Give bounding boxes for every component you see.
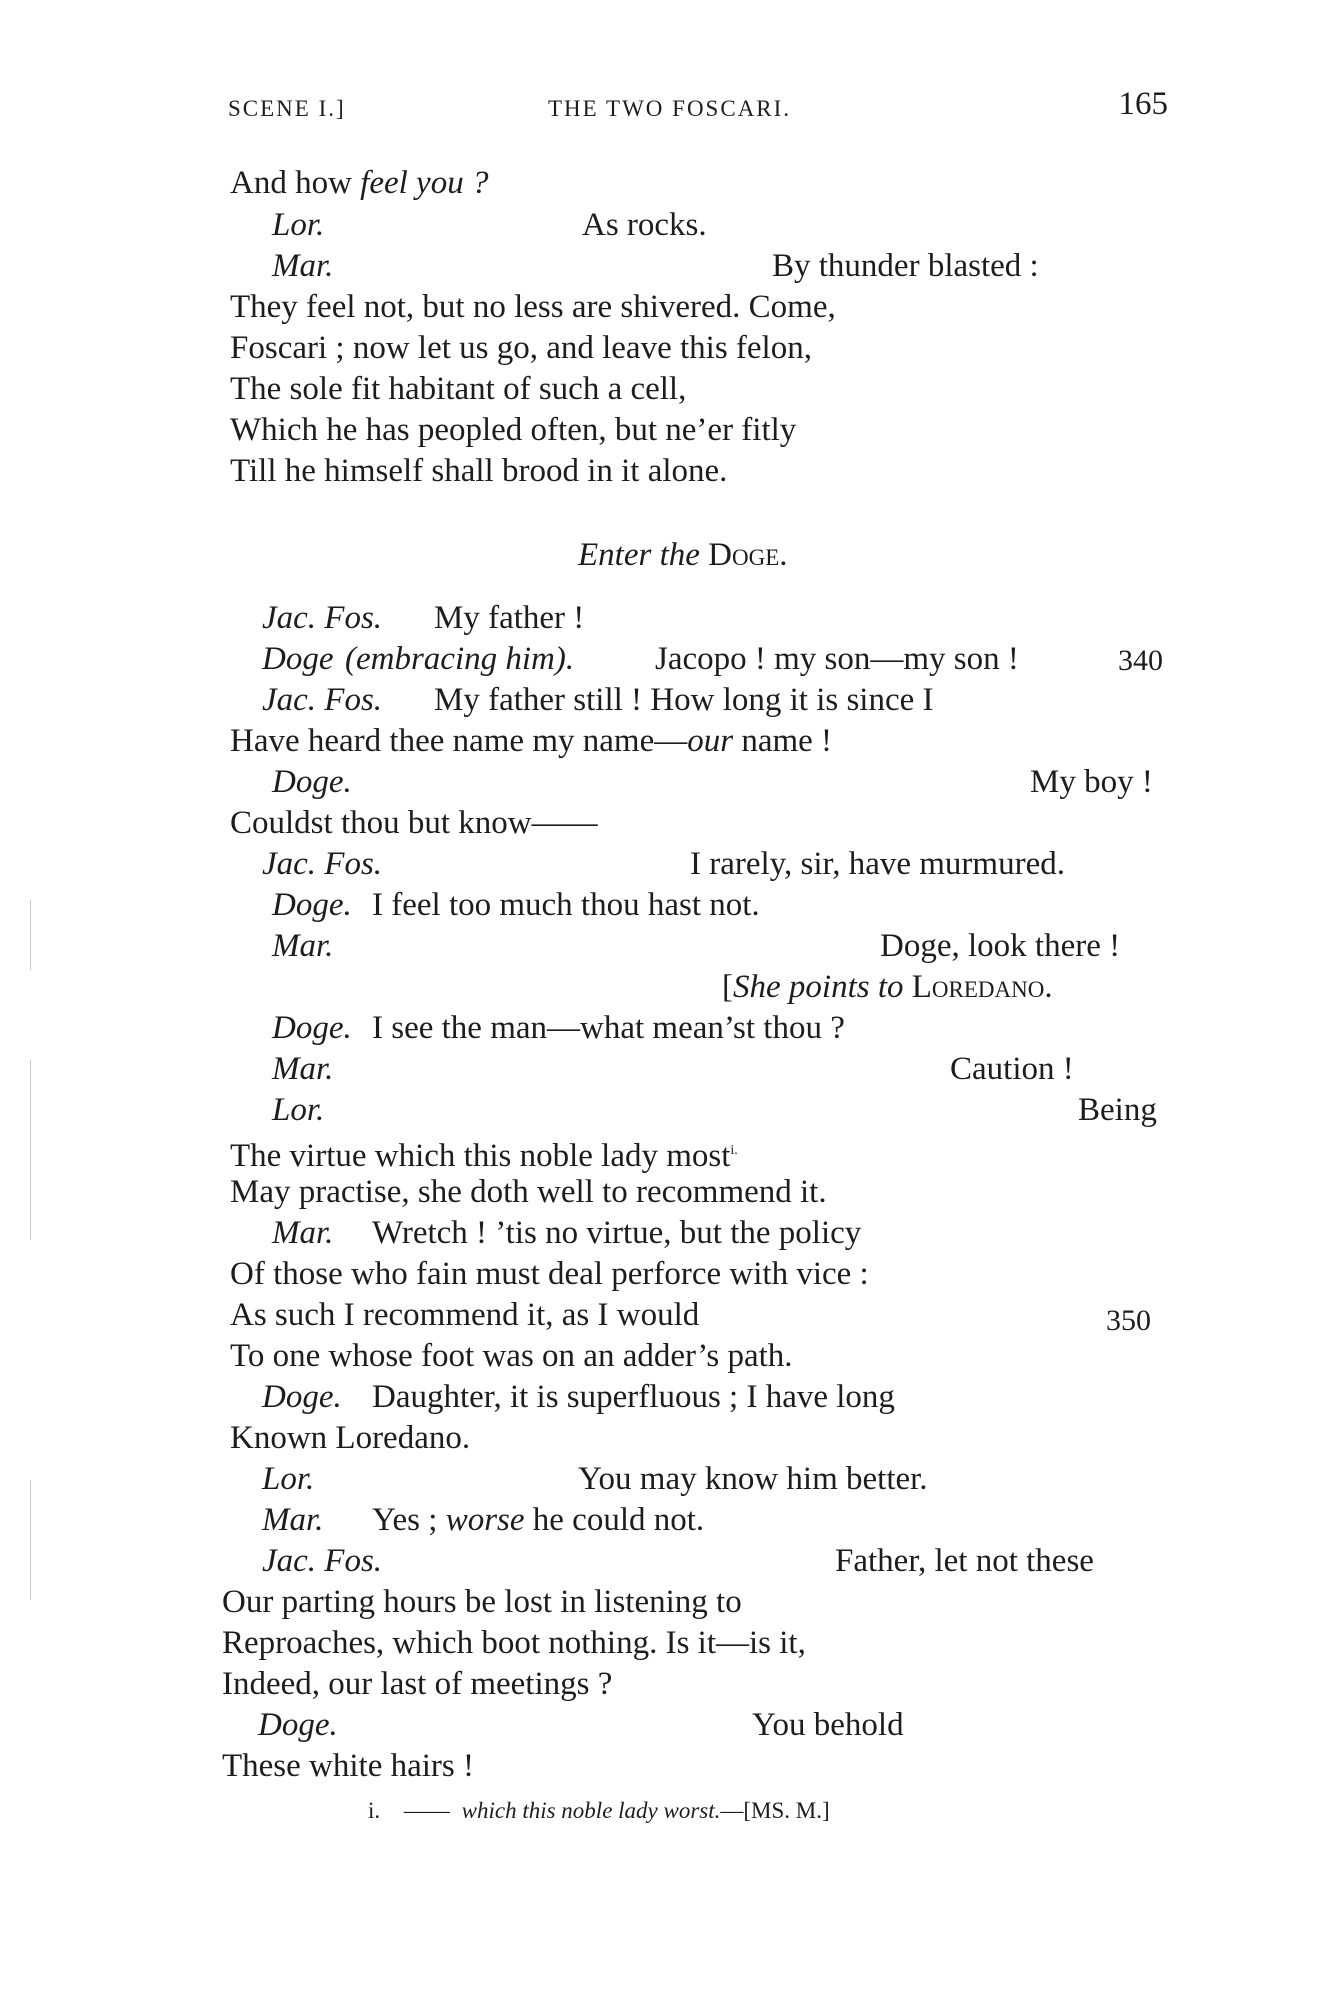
scan-artifact: [30, 1060, 31, 1240]
footnote-text: which this noble lady worst.: [461, 1798, 721, 1823]
speaker: Doge: [262, 641, 334, 677]
play-title: THE TWO FOSCARI.: [548, 96, 792, 121]
verse-line: Doge. I see the man—what mean’st thou ?: [272, 1010, 845, 1046]
speaker: Mar.: [272, 248, 334, 284]
speaker: Jac. Fos.: [262, 1543, 383, 1579]
verse-line: Mar. Doge, look there !: [272, 928, 1121, 964]
verse-line: Of those who fain must deal perforce with vice :: [230, 1256, 869, 1292]
verse-line: The sole fit habitant of such a cell,: [230, 371, 687, 407]
speaker: Doge.: [272, 764, 352, 800]
speaker: Lor.: [272, 207, 325, 243]
verse-line: Lor. As rocks.: [272, 207, 707, 243]
verse-line: Lor. You may know him better.: [262, 1461, 928, 1497]
speaker: Lor.: [262, 1461, 315, 1497]
verse-line: Jac. Fos. My father still ! How long it is since I: [262, 682, 934, 718]
verse-line: And how feel you ?: [230, 165, 489, 201]
speaker: Doge.: [272, 887, 352, 923]
verse-line: May practise, she doth well to recommend it.: [230, 1174, 827, 1210]
verse-line: Have heard thee name my name—our name !: [230, 723, 833, 759]
verse-line: Jac. Fos. My father !: [262, 600, 585, 636]
footnote-marker: i.: [730, 1143, 738, 1158]
verse-line: Doge (embracing him). Jacopo ! my son—my son ! 340: [0, 639, 1335, 679]
stage-direction: Enter the Doge.: [578, 537, 788, 573]
speaker: Doge.: [262, 1379, 342, 1415]
verse-line: Jac. Fos. Father, let not these: [262, 1543, 1094, 1579]
verse-line: Which he has peopled often, but ne’er fitly: [230, 412, 797, 448]
verse-line: The virtue which this noble lady most$^{i.}$: [230, 1138, 738, 1174]
verse-line: Doge. Daughter, it is superfluous ; I have long: [262, 1379, 895, 1415]
speaker: Doge.: [272, 1010, 352, 1046]
verse-line: Mar. Yes ; worse he could not.: [262, 1502, 705, 1538]
scan-artifact: [30, 1480, 31, 1600]
verse-line: Known Loredano.: [230, 1420, 471, 1456]
footnote: [368, 1798, 830, 1824]
verse-line: Doge. You behold: [258, 1707, 904, 1743]
verse-line: Till he himself shall brood in it alone.: [230, 453, 728, 489]
running-header: [228, 86, 1178, 132]
speaker: Mar.: [272, 1215, 334, 1251]
verse-line: Mar. By thunder blasted :: [272, 248, 1039, 284]
verse-line: Jac. Fos. I rarely, sir, have murmured.: [262, 846, 1065, 882]
line-number: 350: [1106, 1304, 1151, 1337]
footnote-dash: ——: [403, 1798, 450, 1823]
verse-line: As such I recommend it, as I would 350: [0, 1295, 1335, 1335]
page-number: 165: [1118, 86, 1168, 122]
stage-direction: [She points to Loredano.: [722, 969, 1053, 1005]
scan-artifact: [30, 900, 31, 970]
speaker: Lor.: [272, 1092, 325, 1128]
scene-label: SCENE I.]: [228, 96, 346, 121]
verse-line: Mar. Wretch ! ’tis no virtue, but the policy: [272, 1215, 862, 1251]
verse-line: Mar. Caution !: [272, 1051, 1074, 1087]
verse-line: Couldst thou but know——: [230, 805, 598, 841]
verse-line: Our parting hours be lost in listening to: [222, 1584, 742, 1620]
verse-line: Doge. My boy !: [272, 764, 1153, 800]
speaker: Mar.: [272, 1051, 334, 1087]
speaker: Jac. Fos.: [262, 600, 383, 636]
speaker: Mar.: [272, 928, 334, 964]
speaker: Mar.: [262, 1502, 324, 1538]
speaker: Doge.: [258, 1707, 338, 1743]
footnote-source: —[MS. M.]: [720, 1798, 830, 1823]
verse-line: Foscari ; now let us go, and leave this felon,: [230, 330, 812, 366]
verse-line: Reproaches, which boot nothing. Is it—is it,: [222, 1625, 806, 1661]
verse-line: Lor. Being: [272, 1092, 1157, 1128]
speaker: Jac. Fos.: [262, 846, 383, 882]
line-number: 340: [1118, 644, 1163, 677]
verse-line: Doge. I feel too much thou hast not.: [272, 887, 760, 923]
verse-line: To one whose foot was on an adder’s path.: [230, 1338, 793, 1374]
verse-line: They feel not, but no less are shivered. Come,: [230, 289, 836, 325]
speaker: Jac. Fos.: [262, 682, 383, 718]
footnote-number: i.: [368, 1798, 381, 1823]
verse-line: These white hairs !: [222, 1748, 474, 1784]
verse-line: Indeed, our last of meetings ?: [222, 1666, 613, 1702]
